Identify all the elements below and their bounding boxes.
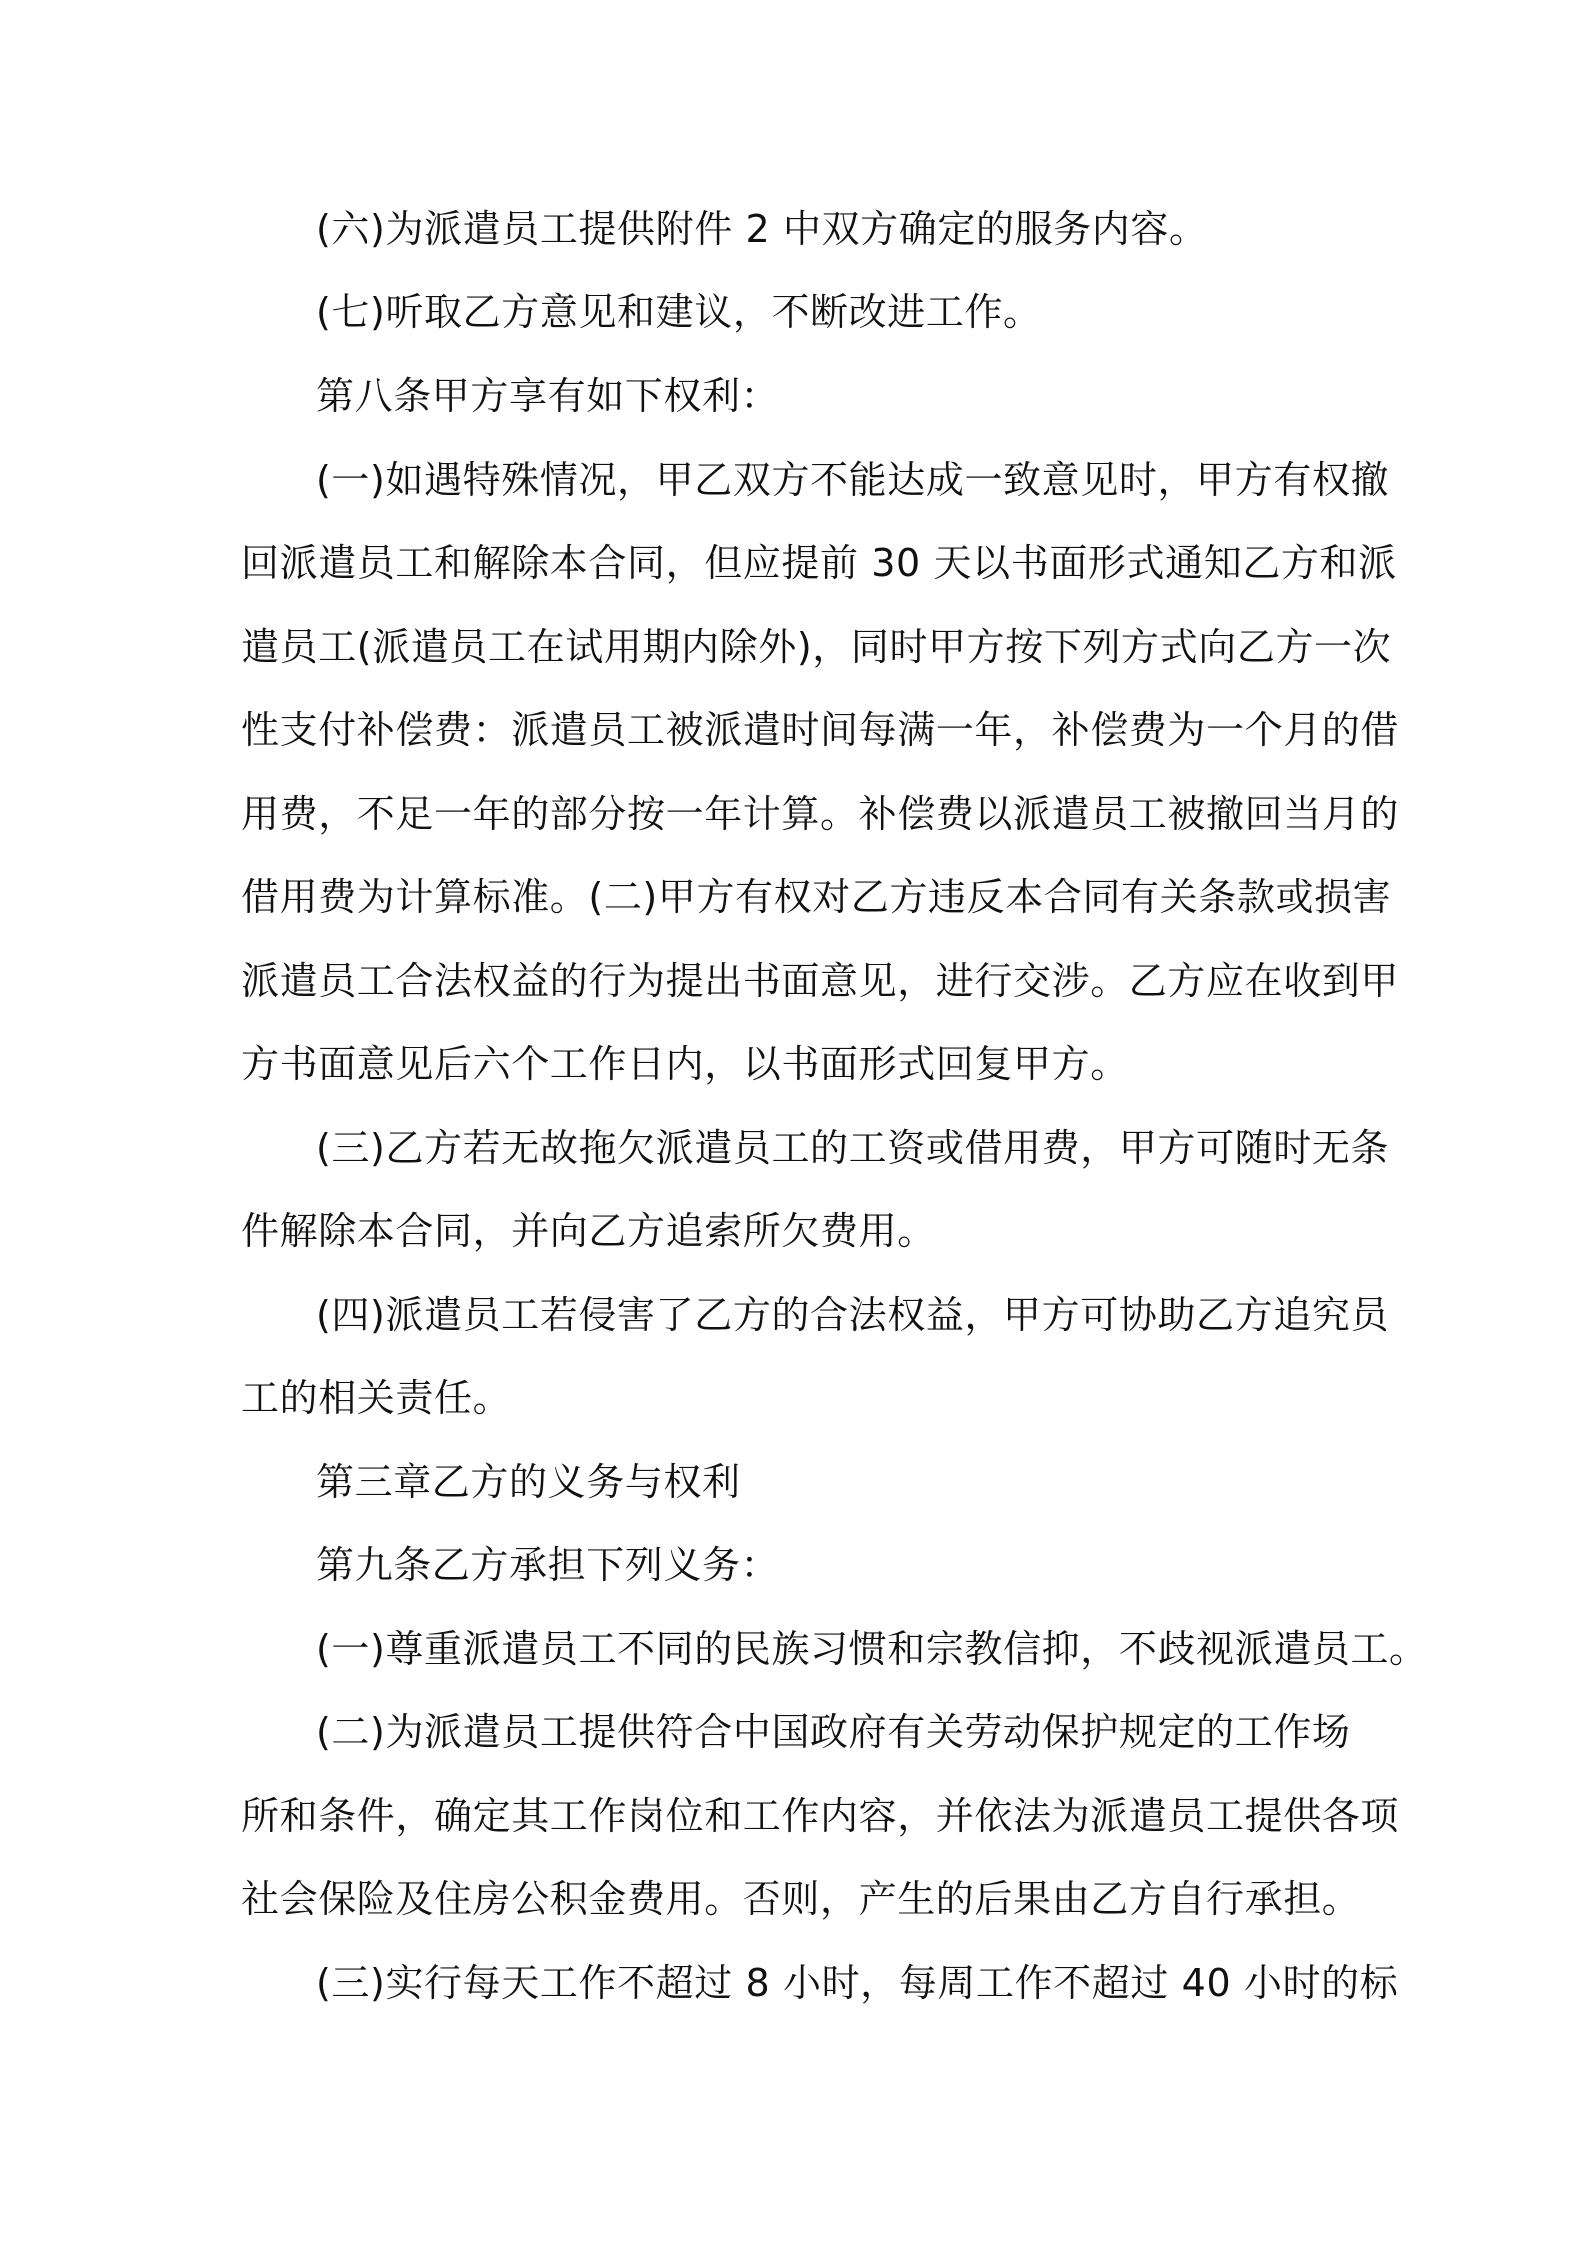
section-heading: 第八条甲方享有如下权利： — [316, 374, 780, 418]
text-line: (一)如遇特殊情况，甲乙双方不能达成一致意见时，甲方有权撤 — [316, 458, 1390, 502]
text-line: 性支付补偿费：派遣员工被派遣时间每满一年，补偿费为一个月的借 — [241, 708, 1400, 752]
text-line: 工的相关责任。 — [241, 1376, 512, 1420]
text-line: (三)实行每天工作不超过 8 小时，每周工作不超过 40 小时的标 — [316, 1961, 1399, 2005]
text-line: 件解除本合同，并向乙方追索所欠费用。 — [241, 1209, 936, 1253]
text-line: (七)听取乙方意见和建议，不断改进工作。 — [316, 290, 1042, 334]
text-line: 所和条件，确定其工作岗位和工作内容，并依法为派遣员工提供各项 — [241, 1794, 1400, 1838]
text-line: (四)派遣员工若侵害了乙方的合法权益，甲方可协助乙方追究员 — [316, 1293, 1390, 1337]
text-line: 遣员工(派遣员工在试用期内除外)，同时甲方按下列方式向乙方一次 — [241, 625, 1392, 669]
text-line: 方书面意见后六个工作日内，以书面形式回复甲方。 — [241, 1042, 1129, 1086]
text-line: 派遣员工合法权益的行为提出书面意见，进行交涉。乙方应在收到甲 — [241, 959, 1400, 1003]
text-line: 借用费为计算标准。(二)甲方有权对乙方违反本合同有关条款或损害 — [241, 875, 1392, 919]
text-line: 回派遣员工和解除本合同，但应提前 30 天以书面形式通知乙方和派 — [241, 541, 1397, 585]
text-line: (三)乙方若无故拖欠派遣员工的工资或借用费，甲方可随时无条 — [316, 1126, 1390, 1170]
chapter-heading: 第三章乙方的义务与权利 — [316, 1460, 741, 1504]
section-heading: 第九条乙方承担下列义务： — [316, 1543, 780, 1587]
text-line: (一)尊重派遣员工不同的民族习惯和宗教信抑，不歧视派遣员工。 — [316, 1627, 1428, 1671]
text-line: 社会保险及住房公积金费用。否则，产生的后果由乙方自行承担。 — [241, 1877, 1361, 1921]
text-line: (六)为派遣员工提供附件 2 中双方确定的服务内容。 — [316, 207, 1208, 251]
text-line: 用费，不足一年的部分按一年计算。补偿费以派遣员工被撤回当月的 — [241, 792, 1400, 836]
text-line: (二)为派遣员工提供符合中国政府有关劳动保护规定的工作场 — [316, 1710, 1351, 1754]
